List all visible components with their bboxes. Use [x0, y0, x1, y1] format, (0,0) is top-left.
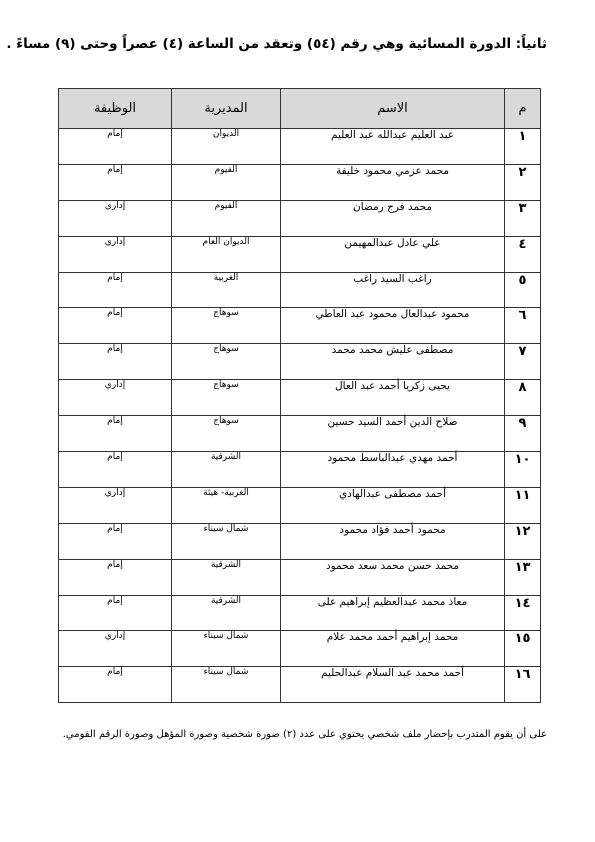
job-title: إمام [59, 452, 172, 488]
row-number: ١ [505, 129, 541, 165]
table-row [59, 308, 541, 344]
table-row [59, 236, 541, 272]
row-number: ٨ [505, 380, 541, 416]
job-title: إمام [59, 272, 172, 308]
row-number: ٧ [505, 344, 541, 380]
row-number: ١٠ [505, 452, 541, 488]
directorate: الديوان العام [172, 236, 281, 272]
row-number: ١١ [505, 487, 541, 523]
directorate: الشرقية [172, 452, 281, 488]
column-header-job: الوظيفة [59, 89, 172, 129]
table-row [59, 631, 541, 667]
trainee-name: محمد فرج رمضان [281, 200, 505, 236]
table-row [59, 452, 541, 488]
row-number: ٩ [505, 416, 541, 452]
directorate: شمال سيناء [172, 631, 281, 667]
trainee-name: محمد عزمي محمود خليفة [281, 164, 505, 200]
table-row [59, 595, 541, 631]
trainee-name: معاذ محمد عبدالعظيم إبراهيم على [281, 595, 505, 631]
job-title: إمام [59, 595, 172, 631]
trainee-name: محمود عبدالعال محمود عبد العاطي [281, 308, 505, 344]
trainees-table [58, 88, 541, 703]
trainee-name: أحمد محمد عبد السلام عبدالحليم [281, 667, 505, 703]
job-title: إمام [59, 344, 172, 380]
row-number: ١٤ [505, 595, 541, 631]
directorate: سوهاج [172, 380, 281, 416]
trainee-name: أحمد مهدي عبدالباسط محمود [281, 452, 505, 488]
row-number: ٥ [505, 272, 541, 308]
directorate: الشرقية [172, 595, 281, 631]
table-row [59, 272, 541, 308]
job-title: إمام [59, 559, 172, 595]
row-number: ٤ [505, 236, 541, 272]
row-number: ١٦ [505, 667, 541, 703]
job-title: إداري [59, 631, 172, 667]
footnote: على أن يقوم المتدرب بإحضار ملف شخصي يحتوي على عدد (٢) صورة شخصية وصورة المؤهل وصورة الرقم القومي. [62, 729, 547, 740]
job-title: إمام [59, 308, 172, 344]
trainee-name: يحيى زكريا أحمد عبد العال [281, 380, 505, 416]
trainee-name: عبد العليم عبدالله عبد العليم [281, 129, 505, 165]
trainee-name: محمد حسن محمد سعد محمود [281, 559, 505, 595]
job-title: إمام [59, 164, 172, 200]
table-header-row [59, 89, 541, 129]
job-title: إداري [59, 236, 172, 272]
row-number: ٣ [505, 200, 541, 236]
row-number: ٢ [505, 164, 541, 200]
table-row [59, 416, 541, 452]
job-title: إمام [59, 523, 172, 559]
directorate: سوهاج [172, 344, 281, 380]
table-row [59, 559, 541, 595]
trainee-name: علي عادل عبدالمهيمن [281, 236, 505, 272]
directorate: سوهاج [172, 308, 281, 344]
trainee-name: مصطفى عليش محمد محمد [281, 344, 505, 380]
column-header-directorate: المديرية [172, 89, 281, 129]
table-row [59, 380, 541, 416]
job-title: إداري [59, 200, 172, 236]
table-row [59, 200, 541, 236]
directorate: الفيوم [172, 200, 281, 236]
trainee-name: محمود أحمد فؤاد محمود [281, 523, 505, 559]
job-title: إداري [59, 380, 172, 416]
row-number: ١٣ [505, 559, 541, 595]
table-row [59, 129, 541, 165]
directorate: الشرقية [172, 559, 281, 595]
directorate: شمال سيناء [172, 523, 281, 559]
column-header-name: الاسم [281, 89, 505, 129]
directorate: الفيوم [172, 164, 281, 200]
directorate: الغربية- هيئة [172, 487, 281, 523]
job-title: إداري [59, 487, 172, 523]
trainee-name: راغب السيد راغب [281, 272, 505, 308]
job-title: إمام [59, 129, 172, 165]
column-header-number: م [505, 89, 541, 129]
directorate: الديوان [172, 129, 281, 165]
row-number: ٦ [505, 308, 541, 344]
trainee-name: محمد إبراهيم أحمد محمد علام [281, 631, 505, 667]
table-row [59, 344, 541, 380]
table-row [59, 164, 541, 200]
directorate: سوهاج [172, 416, 281, 452]
section-heading: ثانياً: الدورة المسائية وهي رقم (٥٤) وتعقد من الساعة (٤) عصراً وحتى (٩) مساءً . [6, 36, 547, 52]
trainee-name: أحمد مصطفى عبدالهادي [281, 487, 505, 523]
job-title: إمام [59, 416, 172, 452]
row-number: ١٥ [505, 631, 541, 667]
directorate: الغربية [172, 272, 281, 308]
job-title: إمام [59, 667, 172, 703]
table-row [59, 667, 541, 703]
table-row [59, 487, 541, 523]
table-row [59, 523, 541, 559]
directorate: شمال سيناء [172, 667, 281, 703]
row-number: ١٢ [505, 523, 541, 559]
trainee-name: صلاح الدين أحمد السيد حسين [281, 416, 505, 452]
